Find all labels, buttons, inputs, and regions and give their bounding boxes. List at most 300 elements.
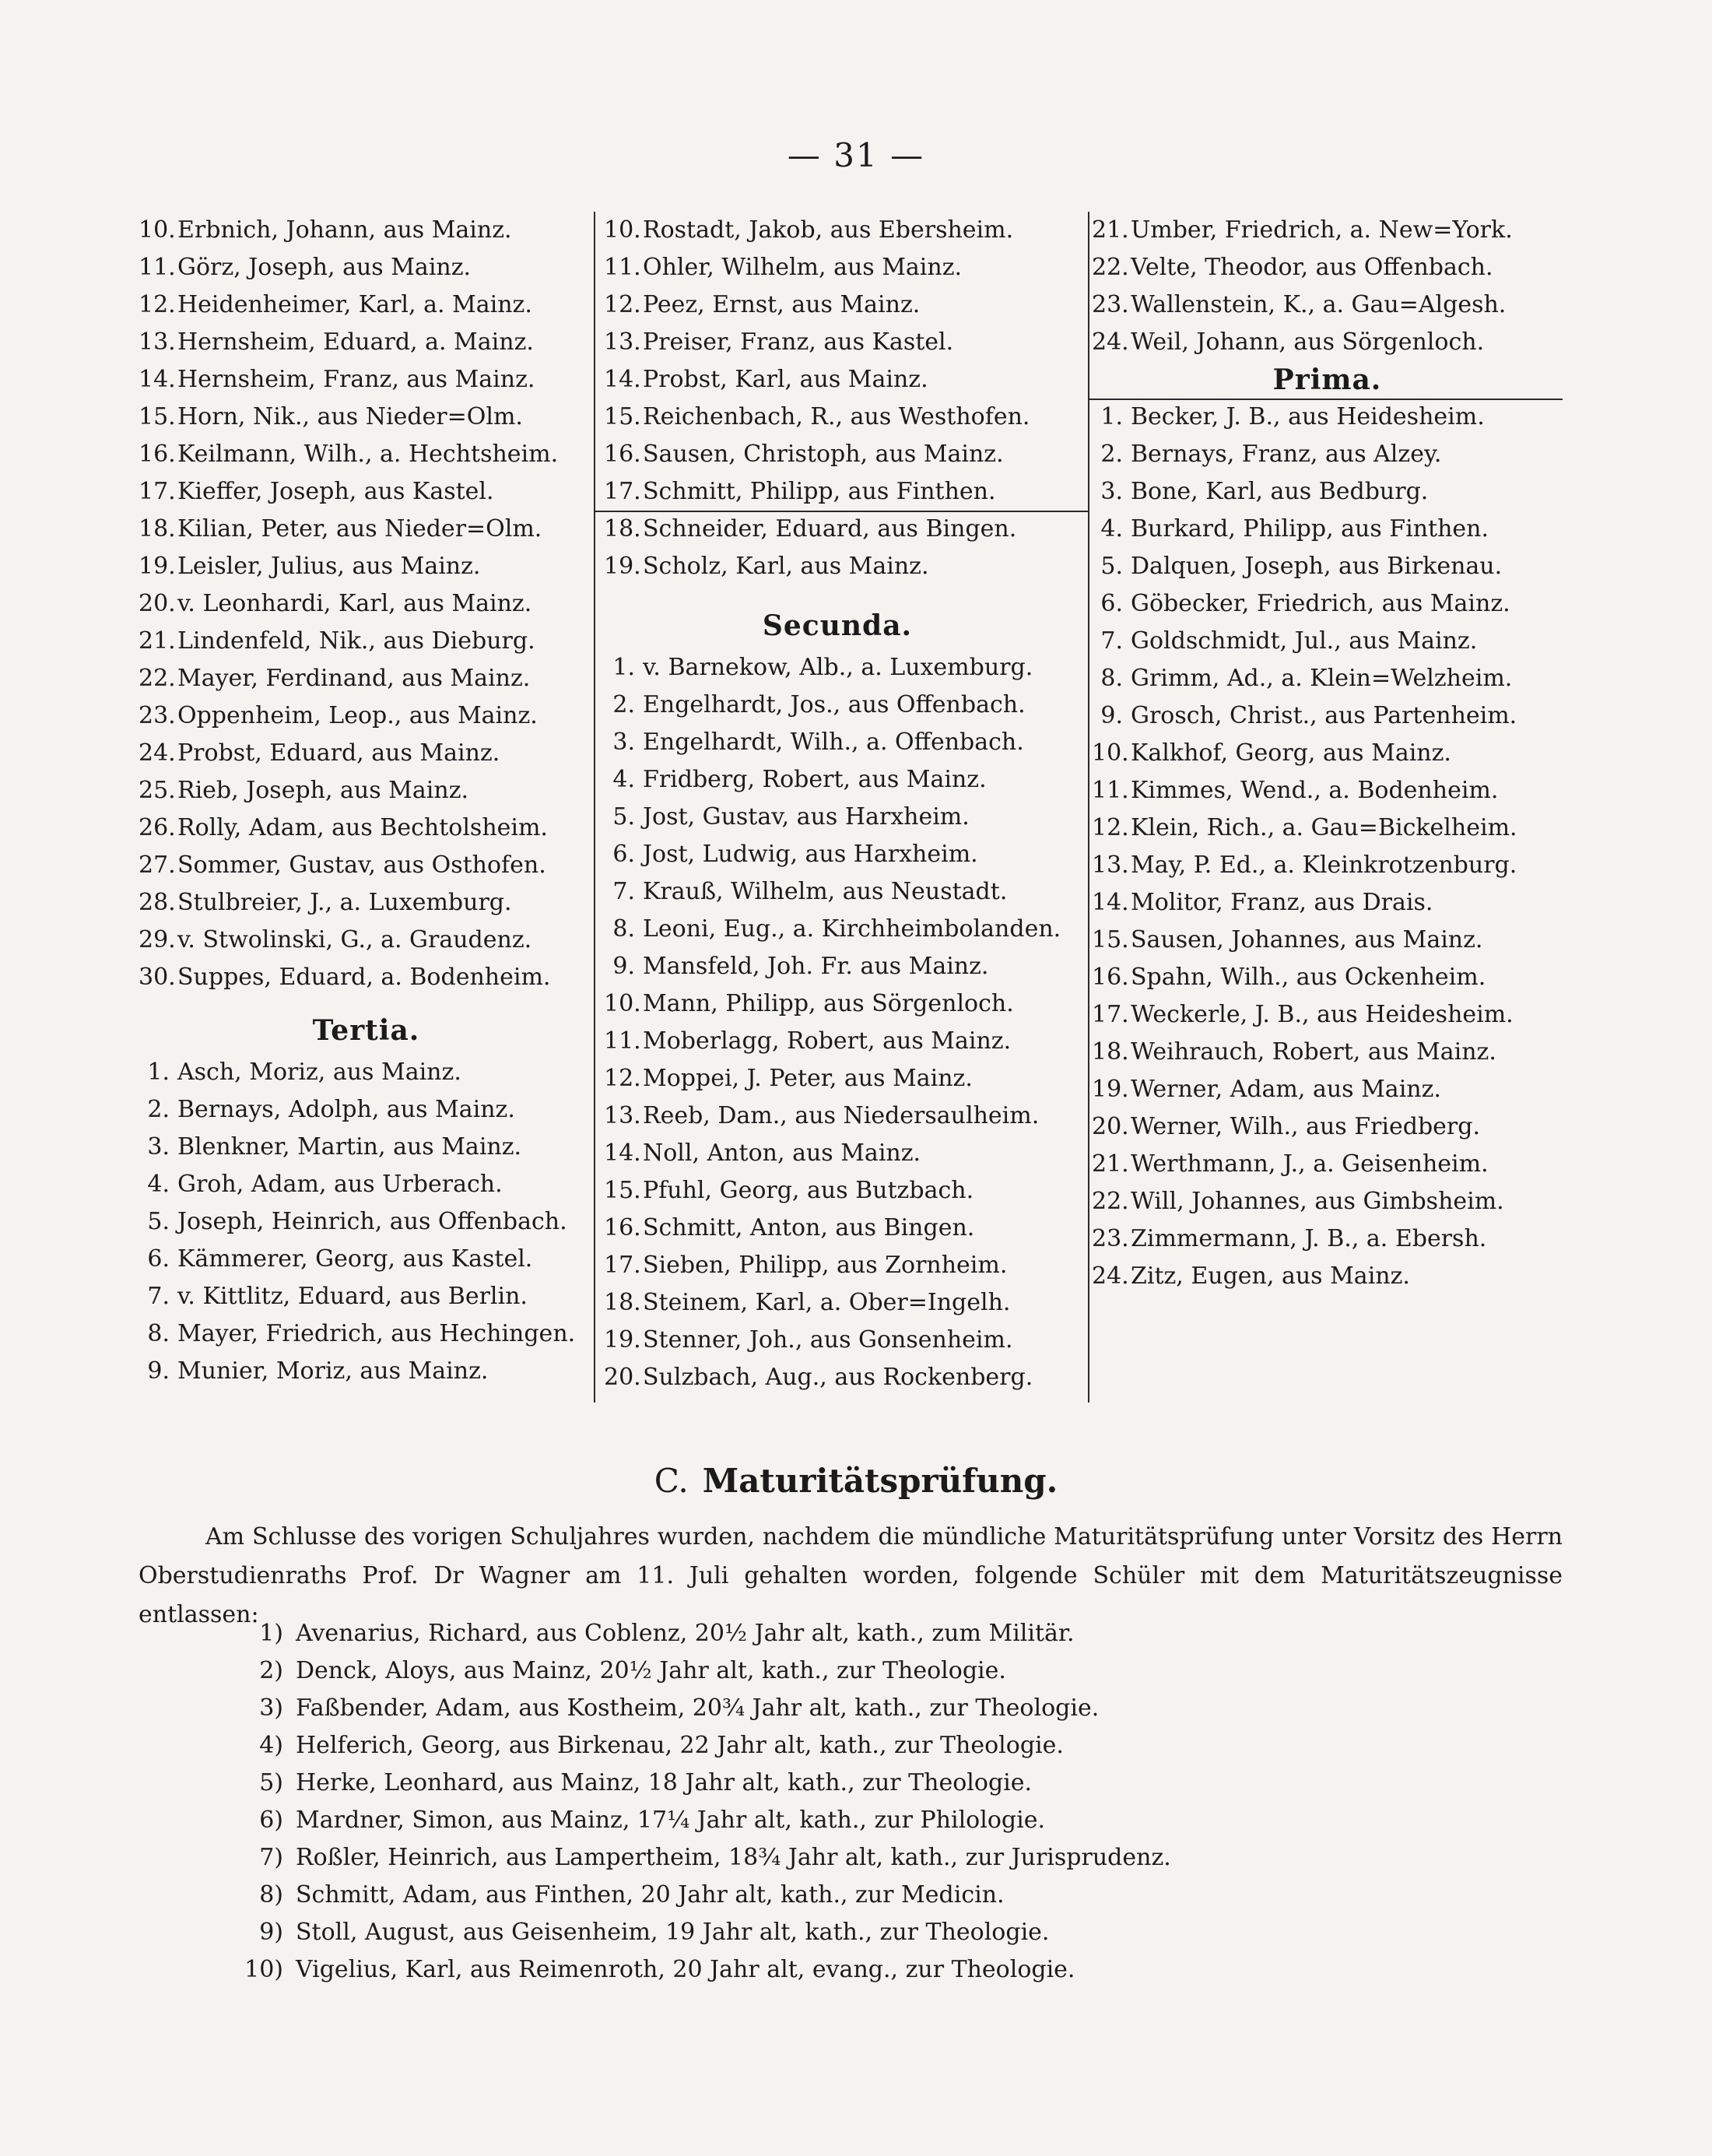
entry-number: 13. — [139, 328, 176, 356]
entry-text: Klein, Rich., a. Gau=Bickelheim. — [1131, 814, 1517, 841]
entry-text: Rieb, Joseph, aus Mainz. — [177, 777, 469, 804]
column-3 — [1092, 212, 1563, 1295]
entry-text: Grosch, Christ., aus Partenheim. — [1131, 702, 1517, 729]
list-item — [604, 212, 1071, 249]
entry-text: Oppenheim, Leop., aus Mainz. — [177, 702, 538, 729]
list-item — [139, 1353, 594, 1390]
entry-number: 4. — [612, 766, 635, 793]
entry-number: 23. — [1092, 1225, 1129, 1252]
entry-text: Lindenfeld, Nik., aus Dieburg. — [177, 627, 535, 655]
list-item — [604, 1359, 1071, 1396]
entry-text: Schmitt, Philipp, aus Finthen. — [643, 478, 996, 505]
entry-number: 16. — [604, 441, 641, 468]
entry-number: 18. — [604, 515, 641, 543]
entry-number: 5. — [1100, 553, 1123, 580]
list-item — [604, 511, 1071, 548]
list-item — [139, 697, 594, 735]
entry-number: 7. — [147, 1283, 170, 1310]
list-item — [139, 959, 594, 996]
list-item — [139, 286, 594, 324]
entry-text: Probst, Karl, aus Mainz. — [643, 366, 928, 393]
list-item — [1092, 286, 1563, 324]
list-item — [604, 1322, 1071, 1359]
student-columns — [139, 212, 1563, 1403]
list-item — [139, 1315, 594, 1353]
entry-text: Bernays, Adolph, aus Mainz. — [177, 1096, 515, 1123]
entry-text: Noll, Anton, aus Mainz. — [643, 1139, 921, 1167]
entry-number: 17. — [604, 1252, 641, 1279]
list-item — [604, 324, 1071, 361]
list-item — [604, 399, 1071, 436]
entry-number: 17. — [1092, 1001, 1129, 1028]
column-divider — [1088, 212, 1089, 1403]
entry-text: Zimmermann, J. B., a. Ebersh. — [1131, 1225, 1487, 1252]
list-item — [139, 1091, 594, 1129]
entry-number: 19. — [604, 1326, 641, 1354]
secunda-list — [604, 649, 1071, 1396]
entry-number: 1. — [1100, 403, 1123, 430]
entry-number: 8. — [1100, 665, 1123, 692]
list-item — [1092, 623, 1563, 660]
entry-number: 30. — [139, 964, 176, 991]
entry-text: Becker, J. B., aus Heidesheim. — [1131, 403, 1485, 430]
entry-text: Mann, Philipp, aus Sörgenloch. — [643, 990, 1014, 1017]
entry-text: Kieffer, Joseph, aus Kastel. — [177, 478, 494, 505]
entry-number: 12. — [1092, 814, 1129, 841]
entry-number: 9) — [259, 1919, 283, 1946]
list-item — [139, 922, 594, 959]
entry-number: 3) — [259, 1694, 283, 1722]
entry-number: 10. — [139, 216, 176, 244]
entry-text: Vigelius, Karl, aus Reimenroth, 20 Jahr alt, evang., zur Theologie. — [296, 1956, 1075, 1983]
entry-text: Denck, Aloys, aus Mainz, 20½ Jahr alt, kath., zur Theologie. — [296, 1657, 1006, 1684]
entry-number: 24. — [1092, 328, 1129, 356]
entry-text: Asch, Moriz, aus Mainz. — [177, 1059, 461, 1086]
entry-number: 1. — [612, 654, 635, 681]
entry-text: Weil, Johann, aus Sörgenloch. — [1131, 328, 1485, 356]
list-item — [604, 473, 1071, 511]
list-item — [226, 1914, 1549, 1951]
entry-text: Velte, Theodor, aus Offenbach. — [1131, 254, 1493, 281]
entry-number: 15. — [139, 403, 176, 430]
entry-text: v. Barnekow, Alb., a. Luxemburg. — [643, 654, 1033, 681]
entry-number: 2. — [612, 691, 635, 718]
list-item — [604, 436, 1071, 473]
entry-number: 10. — [1092, 739, 1129, 767]
entry-text: Mansfeld, Joh. Fr. aus Mainz. — [643, 953, 989, 980]
list-item — [604, 761, 1071, 799]
list-item — [604, 1135, 1071, 1172]
entry-number: 7. — [612, 878, 635, 905]
entry-number: 3. — [147, 1133, 170, 1161]
entry-number: 7) — [259, 1844, 283, 1871]
entry-number: 3. — [1100, 478, 1123, 505]
tertia-continued-list — [604, 212, 1071, 585]
entry-text: Joseph, Heinrich, aus Offenbach. — [177, 1208, 567, 1235]
entry-text: Goldschmidt, Jul., aus Mainz. — [1131, 627, 1478, 655]
list-item — [604, 836, 1071, 873]
list-item — [139, 249, 594, 286]
entry-text: Kalkhof, Georg, aus Mainz. — [1131, 739, 1451, 767]
list-item — [1092, 1108, 1563, 1146]
list-item — [139, 1203, 594, 1241]
entry-text: Kilian, Peter, aus Nieder=Olm. — [177, 515, 542, 543]
list-item — [1092, 585, 1563, 623]
list-item — [139, 548, 594, 585]
entry-text: Sieben, Philipp, aus Zornheim. — [643, 1252, 1008, 1279]
list-item — [604, 249, 1071, 286]
entry-number: 19. — [139, 553, 176, 580]
entry-number: 19. — [1092, 1076, 1129, 1103]
entry-number: 5. — [612, 803, 635, 830]
entry-text: Mardner, Simon, aus Mainz, 17¼ Jahr alt, kath., zur Philologie. — [296, 1807, 1045, 1834]
section-mark: C. — [654, 1462, 689, 1500]
list-item — [139, 361, 594, 399]
entry-number: 18. — [1092, 1038, 1129, 1066]
list-item — [1092, 436, 1563, 473]
list-item — [604, 724, 1071, 761]
entry-text: v. Stwolinski, G., a. Graudenz. — [177, 926, 532, 953]
entry-text: Schmitt, Adam, aus Finthen, 20 Jahr alt, kath., zur Medicin. — [296, 1881, 1005, 1908]
entry-text: Rostadt, Jakob, aus Ebersheim. — [643, 216, 1014, 244]
entry-number: 16. — [1092, 964, 1129, 991]
entry-number: 14. — [1092, 889, 1129, 916]
entry-number: 9. — [147, 1357, 170, 1385]
entry-number: 1) — [259, 1620, 283, 1647]
list-item — [1092, 884, 1563, 922]
entry-number: 14. — [139, 366, 176, 393]
entry-text: Ohler, Wilhelm, aus Mainz. — [643, 254, 963, 281]
entry-number: 4. — [147, 1171, 170, 1198]
list-item — [139, 324, 594, 361]
entry-text: Burkard, Philipp, aus Finthen. — [1131, 515, 1489, 543]
list-item — [1092, 511, 1563, 548]
entry-text: Erbnich, Johann, aus Mainz. — [177, 216, 512, 244]
entry-number: 13. — [604, 328, 641, 356]
entry-text: Werner, Wilh., aus Friedberg. — [1131, 1113, 1480, 1140]
entry-text: Avenarius, Richard, aus Coblenz, 20½ Jahr alt, kath., zum Militär. — [296, 1620, 1075, 1647]
entry-text: Rolly, Adam, aus Bechtolsheim. — [177, 814, 548, 841]
entry-text: Scholz, Karl, aus Mainz. — [643, 553, 929, 580]
list-item — [226, 1727, 1549, 1764]
entry-text: Peez, Ernst, aus Mainz. — [643, 291, 921, 318]
entry-text: Leisler, Julius, aus Mainz. — [177, 553, 481, 580]
entry-number: 20. — [604, 1364, 641, 1391]
entry-number: 2. — [1100, 441, 1123, 468]
entry-text: Görz, Joseph, aus Mainz. — [177, 254, 472, 281]
entry-text: Göbecker, Friedrich, aus Mainz. — [1131, 590, 1510, 617]
entry-number: 22. — [139, 665, 176, 692]
list-item — [226, 1615, 1549, 1652]
entry-number: 8) — [259, 1881, 283, 1908]
entry-text: Will, Johannes, aus Gimbsheim. — [1131, 1188, 1504, 1215]
entry-number: 2. — [147, 1096, 170, 1123]
entry-number: 23. — [139, 702, 176, 729]
entry-text: Faßbender, Adam, aus Kostheim, 20¾ Jahr alt, kath., zur Theologie. — [296, 1694, 1100, 1722]
entry-text: Sausen, Christoph, aus Mainz. — [643, 441, 1004, 468]
entry-text: Pfuhl, Georg, aus Butzbach. — [643, 1177, 974, 1204]
entry-text: Jost, Ludwig, aus Harxheim. — [643, 841, 978, 868]
entry-number: 21. — [1092, 1150, 1129, 1178]
entry-number: 15. — [604, 1177, 641, 1204]
entry-text: Weckerle, J. B., aus Heidesheim. — [1131, 1001, 1514, 1028]
entry-number: 13. — [1092, 852, 1129, 879]
list-item — [139, 399, 594, 436]
entry-number: 9. — [612, 953, 635, 980]
entry-text: Horn, Nik., aus Nieder=Olm. — [177, 403, 523, 430]
list-item — [139, 1129, 594, 1166]
entry-text: Engelhardt, Wilh., a. Offenbach. — [643, 729, 1024, 756]
list-item — [139, 212, 594, 249]
list-item — [139, 847, 594, 884]
entry-text: Umber, Friedrich, a. New=York. — [1131, 216, 1513, 244]
entry-text: Werthmann, J., a. Geisenheim. — [1131, 1150, 1489, 1178]
list-item — [226, 1652, 1549, 1690]
list-item — [226, 1951, 1549, 1989]
entry-text: Groh, Adam, aus Urberach. — [177, 1171, 503, 1198]
maturity-list — [226, 1615, 1549, 1989]
entry-number: 8. — [147, 1320, 170, 1347]
list-item — [604, 1023, 1071, 1060]
entry-text: Sausen, Johannes, aus Mainz. — [1131, 926, 1483, 953]
list-item — [604, 873, 1071, 911]
list-item — [1092, 473, 1563, 511]
maturity-title — [0, 1462, 1712, 1500]
entry-text: May, P. Ed., a. Kleinkrotzenburg. — [1131, 852, 1517, 879]
list-item — [1092, 772, 1563, 809]
entry-text: Fridberg, Robert, aus Mainz. — [643, 766, 987, 793]
entry-text: Werner, Adam, aus Mainz. — [1131, 1076, 1441, 1103]
maturity-heading: Maturitätsprüfung. — [702, 1462, 1058, 1500]
entry-text: v. Leonhardi, Karl, aus Mainz. — [177, 590, 532, 617]
entry-number: 11. — [1092, 777, 1129, 804]
entry-text: Reeb, Dam., aus Niedersaulheim. — [643, 1102, 1040, 1129]
entry-number: 11. — [139, 254, 176, 281]
list-item — [226, 1690, 1549, 1727]
list-item — [1092, 548, 1563, 585]
prima-list — [1092, 399, 1563, 1295]
list-item — [1092, 1146, 1563, 1183]
entry-text: Engelhardt, Jos., aus Offenbach. — [643, 691, 1026, 718]
entry-text: Moberlagg, Robert, aus Mainz. — [643, 1027, 1012, 1055]
entry-text: Jost, Gustav, aus Harxheim. — [643, 803, 970, 830]
entry-text: Helferich, Georg, aus Birkenau, 22 Jahr alt, kath., zur Theologie. — [296, 1732, 1064, 1759]
list-item — [1092, 249, 1563, 286]
list-item — [604, 1210, 1071, 1247]
prima-heading: Prima. — [1272, 363, 1382, 396]
entry-text: Sommer, Gustav, aus Osthofen. — [177, 852, 546, 879]
entry-number: 6) — [259, 1807, 283, 1834]
entry-text: Molitor, Franz, aus Drais. — [1131, 889, 1433, 916]
entry-number: 6. — [612, 841, 635, 868]
entry-text: Schmitt, Anton, aus Bingen. — [643, 1214, 975, 1241]
entry-number: 22. — [1092, 1188, 1129, 1215]
entry-number: 2) — [259, 1657, 283, 1684]
entry-text: Suppes, Eduard, a. Bodenheim. — [177, 964, 551, 991]
entry-number: 5) — [259, 1769, 283, 1796]
entry-number: 24. — [139, 739, 176, 767]
tertia-heading: Tertia. — [312, 1014, 420, 1047]
entry-number: 3. — [612, 729, 635, 756]
list-item — [1092, 1034, 1563, 1071]
tertia-list — [139, 1054, 594, 1390]
entry-text: v. Kittlitz, Eduard, aus Berlin. — [177, 1283, 528, 1310]
entry-number: 4) — [259, 1732, 283, 1759]
entry-text: Moppei, J. Peter, aus Mainz. — [643, 1065, 973, 1092]
secunda-heading: Secunda. — [762, 609, 913, 642]
list-item — [1092, 996, 1563, 1034]
list-item — [139, 1166, 594, 1203]
entry-number: 28. — [139, 889, 176, 916]
list-item — [139, 1278, 594, 1315]
column-2 — [604, 212, 1071, 1396]
list-item — [226, 1877, 1549, 1914]
list-item — [139, 623, 594, 660]
entry-number: 24. — [1092, 1262, 1129, 1290]
list-item — [1092, 847, 1563, 884]
column-1 — [139, 212, 594, 1390]
entry-number: 10. — [604, 990, 641, 1017]
entry-number: 16. — [139, 441, 176, 468]
entry-text: Sulzbach, Aug., aus Rockenberg. — [643, 1364, 1033, 1391]
list-item — [1092, 660, 1563, 697]
entry-number: 8. — [612, 915, 635, 943]
list-item — [604, 1097, 1071, 1135]
list-item — [139, 473, 594, 511]
entry-number: 9. — [1100, 702, 1123, 729]
entry-text: Herke, Leonhard, aus Mainz, 18 Jahr alt, kath., zur Theologie. — [296, 1769, 1033, 1796]
entry-text: Kimmes, Wend., a. Bodenheim. — [1131, 777, 1499, 804]
entry-number: 18. — [139, 515, 176, 543]
entry-number: 22. — [1092, 254, 1129, 281]
entry-text: Spahn, Wilh., aus Ockenheim. — [1131, 964, 1486, 991]
entry-number: 11. — [604, 1027, 641, 1055]
entry-text: Kämmerer, Georg, aus Kastel. — [177, 1245, 533, 1273]
list-item — [226, 1764, 1549, 1802]
entry-number: 18. — [604, 1289, 641, 1316]
list-item — [1092, 212, 1563, 249]
entry-text: Roßler, Heinrich, aus Lampertheim, 18¾ Jahr alt, kath., zur Jurisprudenz. — [296, 1844, 1171, 1871]
entry-text: Preiser, Franz, aus Kastel. — [643, 328, 954, 356]
list-item — [604, 649, 1071, 686]
entry-text: Hernsheim, Franz, aus Mainz. — [177, 366, 535, 393]
entry-number: 20. — [139, 590, 176, 617]
list-item — [604, 1172, 1071, 1210]
list-item — [1092, 959, 1563, 996]
list-item — [604, 686, 1071, 724]
entry-text: Hernsheim, Eduard, a. Mainz. — [177, 328, 534, 356]
maturity-intro: Am Schlusse des vorigen Schuljahres wurden, nachdem die mündliche Maturitätsprüfung unter Vorsitz des Herrn Oberstudienraths Prof. Dr Wagner am 11. Juli gehalten worden, folgende Schüler mit dem Maturitätszeugnisse entlassen: — [139, 1523, 1563, 1628]
entry-number: 21. — [139, 627, 176, 655]
entry-text: Reichenbach, R., aus Westhofen. — [643, 403, 1030, 430]
entry-number: 27. — [139, 852, 176, 879]
entry-text: Blenkner, Martin, aus Mainz. — [177, 1133, 522, 1161]
list-item — [1092, 735, 1563, 772]
entry-number: 17. — [604, 478, 641, 505]
entry-number: 20. — [1092, 1113, 1129, 1140]
list-item — [1092, 1071, 1563, 1108]
list-item — [1092, 1258, 1563, 1295]
column-divider — [594, 212, 595, 1403]
entry-number: 23. — [1092, 291, 1129, 318]
list-item — [604, 1247, 1071, 1284]
entry-text: Wallenstein, K., a. Gau=Algesh. — [1131, 291, 1507, 318]
entry-number: 6. — [1100, 590, 1123, 617]
entry-number: 15. — [1092, 926, 1129, 953]
entry-text: Steinem, Karl, a. Ober=Ingelh. — [643, 1289, 1011, 1316]
list-item — [226, 1802, 1549, 1839]
entry-text: Heidenheimer, Karl, a. Mainz. — [177, 291, 532, 318]
entry-number: 12. — [604, 291, 641, 318]
list-item — [139, 735, 594, 772]
entry-number: 14. — [604, 1139, 641, 1167]
entry-text: Weihrauch, Robert, aus Mainz. — [1131, 1038, 1496, 1066]
list-item — [139, 809, 594, 847]
list-item — [1092, 697, 1563, 735]
entry-text: Stenner, Joh., aus Gonsenheim. — [643, 1326, 1013, 1354]
list-item — [604, 548, 1071, 585]
entry-text: Schneider, Eduard, aus Bingen. — [643, 515, 1017, 543]
list-item — [604, 911, 1071, 948]
list-item — [604, 361, 1071, 399]
list-item — [1092, 324, 1563, 361]
entry-text: Bone, Karl, aus Bedburg. — [1131, 478, 1429, 505]
entry-text: Bernays, Franz, aus Alzey. — [1131, 441, 1442, 468]
list-item — [139, 772, 594, 809]
list-item — [1092, 809, 1563, 847]
entry-number: 29. — [139, 926, 176, 953]
list-item — [139, 1054, 594, 1091]
list-item — [604, 1284, 1071, 1322]
list-item — [604, 1060, 1071, 1097]
entry-number: 26. — [139, 814, 176, 841]
entry-text: Stulbreier, J., a. Luxemburg. — [177, 889, 512, 916]
list-item — [1092, 1183, 1563, 1220]
entry-number: 7. — [1100, 627, 1123, 655]
list-item — [604, 985, 1071, 1023]
entry-text: Leoni, Eug., a. Kirchheimbolanden. — [643, 915, 1061, 943]
entry-text: Krauß, Wilhelm, aus Neustadt. — [643, 878, 1008, 905]
list-item — [139, 660, 594, 697]
list-item — [604, 799, 1071, 836]
list-item — [139, 1241, 594, 1278]
entry-number: 21. — [1092, 216, 1129, 244]
list-item — [1092, 1220, 1563, 1258]
entry-number: 6. — [147, 1245, 170, 1273]
entry-number: 15. — [604, 403, 641, 430]
entry-number: 13. — [604, 1102, 641, 1129]
entry-number: 12. — [604, 1065, 641, 1092]
list-item — [1092, 399, 1563, 436]
entry-number: 17. — [139, 478, 176, 505]
list-item — [226, 1839, 1549, 1877]
list-item — [139, 436, 594, 473]
entry-text: Grimm, Ad., a. Klein=Welzheim. — [1131, 665, 1513, 692]
entry-text: Stoll, August, aus Geisenheim, 19 Jahr alt, kath., zur Theologie. — [296, 1919, 1050, 1946]
entry-text: Mayer, Friedrich, aus Hechingen. — [177, 1320, 576, 1347]
entry-text: Dalquen, Joseph, aus Birkenau. — [1131, 553, 1503, 580]
list-item — [139, 511, 594, 548]
entry-text: Probst, Eduard, aus Mainz. — [177, 739, 500, 767]
entry-number: 4. — [1100, 515, 1123, 543]
entry-text: Munier, Moriz, aus Mainz. — [177, 1357, 489, 1385]
entry-number: 25. — [139, 777, 176, 804]
entry-number: 10. — [604, 216, 641, 244]
quarta-continued-list — [139, 212, 594, 996]
entry-number: 19. — [604, 553, 641, 580]
entry-number: 12. — [139, 291, 176, 318]
entry-number: 16. — [604, 1214, 641, 1241]
